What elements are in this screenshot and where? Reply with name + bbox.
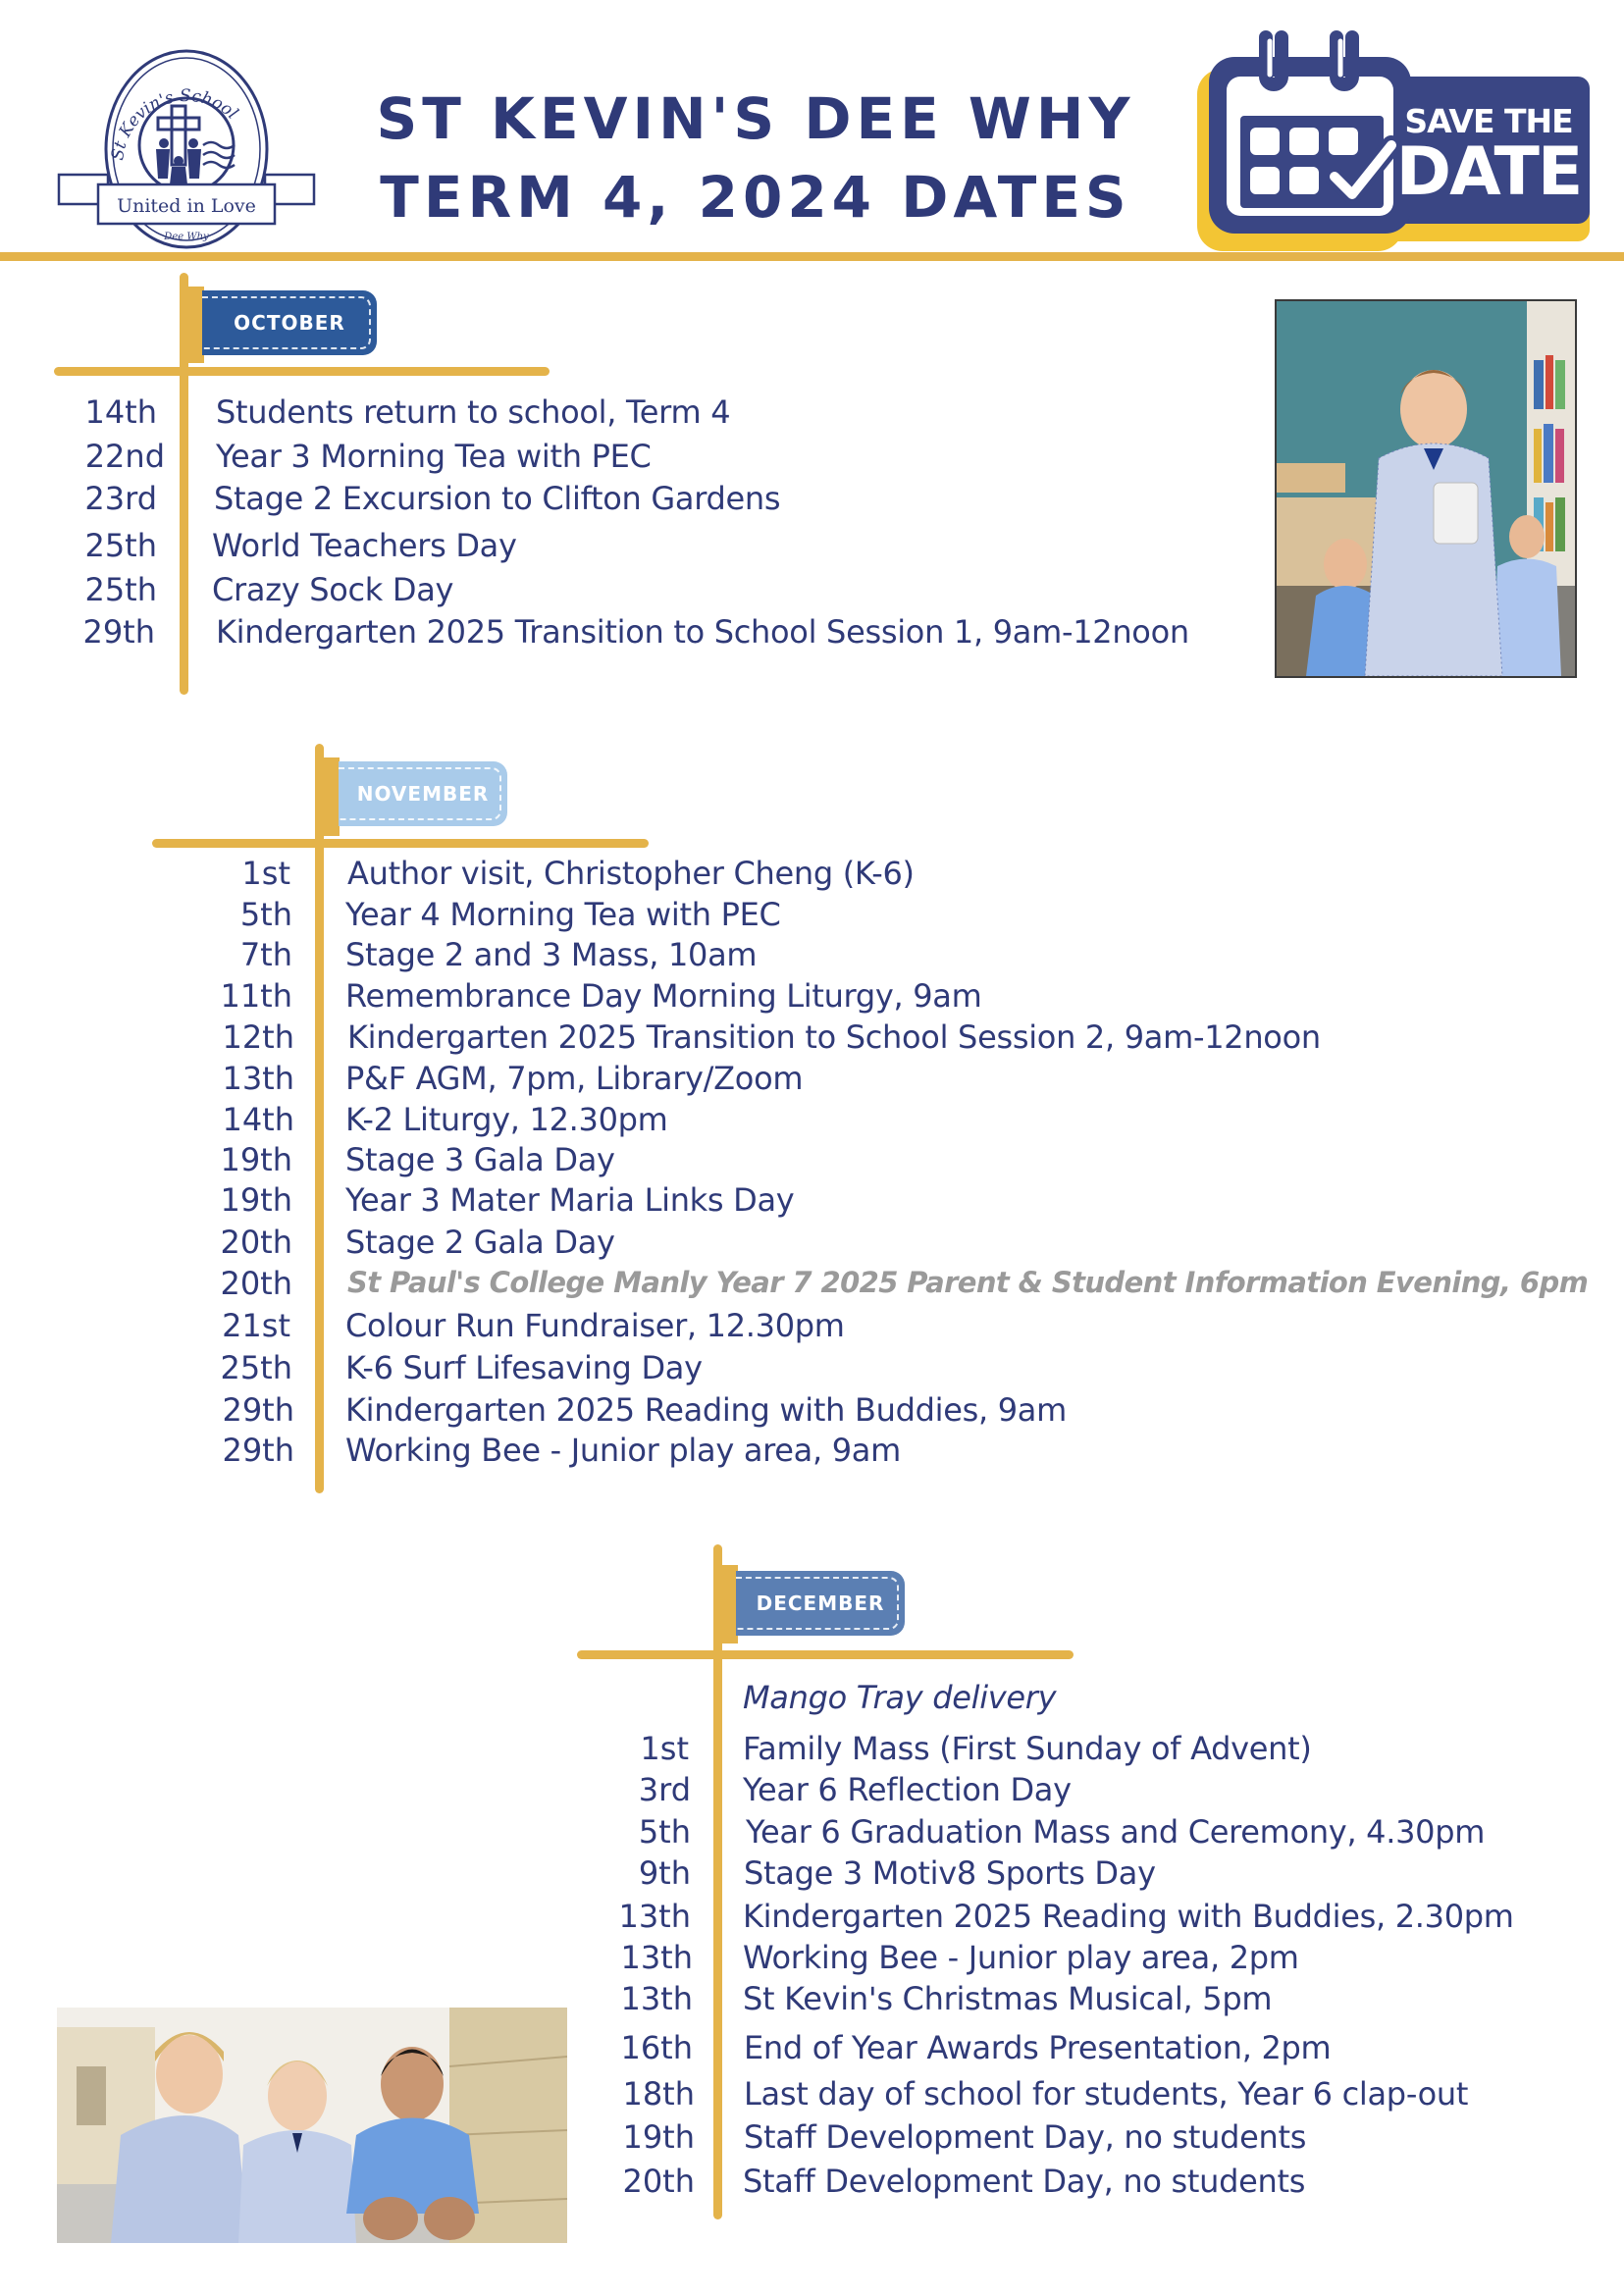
page-title xyxy=(373,85,1138,231)
event-text-external: St Paul's College Manly Year 7 2025 Parent & Student Information Evening, 6pm xyxy=(347,1266,1589,1299)
event-text: K-6 Surf Lifesaving Day xyxy=(345,1349,703,1386)
event-date: 13th xyxy=(222,1060,294,1097)
event-text: World Teachers Day xyxy=(212,527,517,564)
event-date: 22nd xyxy=(84,438,165,475)
month-note: Mango Tray delivery xyxy=(743,1679,1057,1716)
save-the-date-badge xyxy=(1189,29,1592,251)
event-date: 1st xyxy=(241,855,290,892)
november-timeline-vertical xyxy=(315,744,324,1493)
girl-holding-lantern-photo xyxy=(1275,299,1577,678)
event-date: 14th xyxy=(222,1101,294,1138)
event-date: 13th xyxy=(620,1980,693,2017)
calendar-check-icon xyxy=(1189,29,1592,251)
december-flag-pole xyxy=(716,1565,738,1644)
event-text: Kindergarten 2025 Reading with Buddies, 2.30pm xyxy=(743,1898,1514,1935)
event-date: 20th xyxy=(220,1224,292,1261)
november-timeline-horizontal xyxy=(152,839,649,848)
event-date: 13th xyxy=(620,1939,693,1976)
event-date: 7th xyxy=(239,936,292,973)
event-text: Stage 2 and 3 Mass, 10am xyxy=(345,936,758,973)
event-date: 14th xyxy=(84,393,157,431)
event-date: 29th xyxy=(222,1391,294,1429)
november-flag-pole xyxy=(318,757,340,836)
event-date: 29th xyxy=(82,613,155,651)
event-date: 3rd xyxy=(638,1771,691,1808)
event-text: Remembrance Day Morning Liturgy, 9am xyxy=(345,977,982,1015)
event-date: 20th xyxy=(622,2163,695,2200)
october-flag-pole xyxy=(183,287,204,363)
event-date: 9th xyxy=(638,1854,691,1892)
event-date: 19th xyxy=(220,1181,292,1219)
title-school-name: ST KEVIN'S DEE WHY xyxy=(376,85,1135,152)
month-tab-october xyxy=(202,290,377,355)
event-text: Staff Development Day, no students xyxy=(743,2163,1306,2200)
svg-text:United in Love: United in Love xyxy=(117,195,256,217)
event-text: Stage 3 Motiv8 Sports Day xyxy=(744,1854,1156,1892)
event-text: Year 3 Mater Maria Links Day xyxy=(345,1181,795,1219)
title-term-dates: TERM 4, 2024 DATES xyxy=(380,164,1131,231)
event-text: Stage 3 Gala Day xyxy=(345,1141,615,1178)
event-text: K-2 Liturgy, 12.30pm xyxy=(345,1101,668,1138)
svg-text:SAVE THE: SAVE THE xyxy=(1404,102,1573,140)
event-text: St Kevin's Christmas Musical, 5pm xyxy=(743,1980,1273,2017)
event-text: Year 6 Reflection Day xyxy=(743,1771,1072,1808)
event-date: 12th xyxy=(222,1018,294,1056)
month-tab-december xyxy=(736,1571,905,1636)
december-timeline-vertical xyxy=(713,1544,722,2219)
october-timeline-horizontal xyxy=(54,367,550,376)
event-date: 29th xyxy=(222,1432,294,1469)
event-text: Year 4 Morning Tea with PEC xyxy=(345,896,781,933)
svg-text:St Kevin's School: St Kevin's School xyxy=(108,85,242,162)
event-text: Colour Run Fundraiser, 12.30pm xyxy=(345,1307,845,1344)
event-text: Author visit, Christopher Cheng (K-6) xyxy=(347,855,915,892)
three-students-photo xyxy=(57,2008,567,2243)
event-date: 25th xyxy=(84,527,157,564)
event-date: 20th xyxy=(220,1265,292,1302)
event-text: Crazy Sock Day xyxy=(212,571,454,608)
event-text: Staff Development Day, no students xyxy=(744,2118,1307,2156)
event-date: 19th xyxy=(220,1141,292,1178)
event-date: 11th xyxy=(220,977,292,1015)
event-date: 25th xyxy=(84,571,157,608)
event-text: Family Mass (First Sunday of Advent) xyxy=(743,1730,1312,1767)
event-text: Students return to school, Term 4 xyxy=(216,393,731,431)
month-label: DECEMBER xyxy=(756,1592,885,1615)
event-text: Year 3 Morning Tea with PEC xyxy=(216,438,652,475)
event-text: Working Bee - Junior play area, 2pm xyxy=(743,1939,1299,1976)
event-text: Year 6 Graduation Mass and Ceremony, 4.30pm xyxy=(746,1813,1486,1851)
event-text: Working Bee - Junior play area, 9am xyxy=(345,1432,901,1469)
event-text: Kindergarten 2025 Transition to School Session 1, 9am-12noon xyxy=(216,613,1189,651)
event-text: Stage 2 Excursion to Clifton Gardens xyxy=(214,480,781,517)
event-date: 19th xyxy=(622,2118,695,2156)
event-date: 23rd xyxy=(84,480,157,517)
event-text: Kindergarten 2025 Reading with Buddies, 9am xyxy=(345,1391,1067,1429)
event-text: End of Year Awards Presentation, 2pm xyxy=(744,2029,1332,2066)
december-timeline-horizontal xyxy=(577,1650,1074,1659)
event-text: Last day of school for students, Year 6 clap-out xyxy=(744,2075,1469,2113)
svg-text:DATE: DATE xyxy=(1395,133,1582,211)
month-label: NOVEMBER xyxy=(356,782,490,806)
event-date: 5th xyxy=(239,896,292,933)
header-divider xyxy=(0,252,1624,261)
event-date: 18th xyxy=(622,2075,695,2113)
event-date: 5th xyxy=(638,1813,691,1851)
event-date: 21st xyxy=(222,1307,290,1344)
event-date: 16th xyxy=(620,2029,693,2066)
svg-text:Dee Why: Dee Why xyxy=(164,232,209,242)
school-logo xyxy=(54,47,319,251)
event-text: Stage 2 Gala Day xyxy=(345,1224,615,1261)
month-label: OCTOBER xyxy=(234,311,345,335)
event-date: 25th xyxy=(220,1349,292,1386)
event-text: Kindergarten 2025 Transition to School Session 2, 9am-12noon xyxy=(347,1018,1321,1056)
month-tab-november xyxy=(339,761,507,826)
event-date: 1st xyxy=(640,1730,689,1767)
event-text: P&F AGM, 7pm, Library/Zoom xyxy=(345,1060,804,1097)
event-date: 13th xyxy=(618,1898,691,1935)
